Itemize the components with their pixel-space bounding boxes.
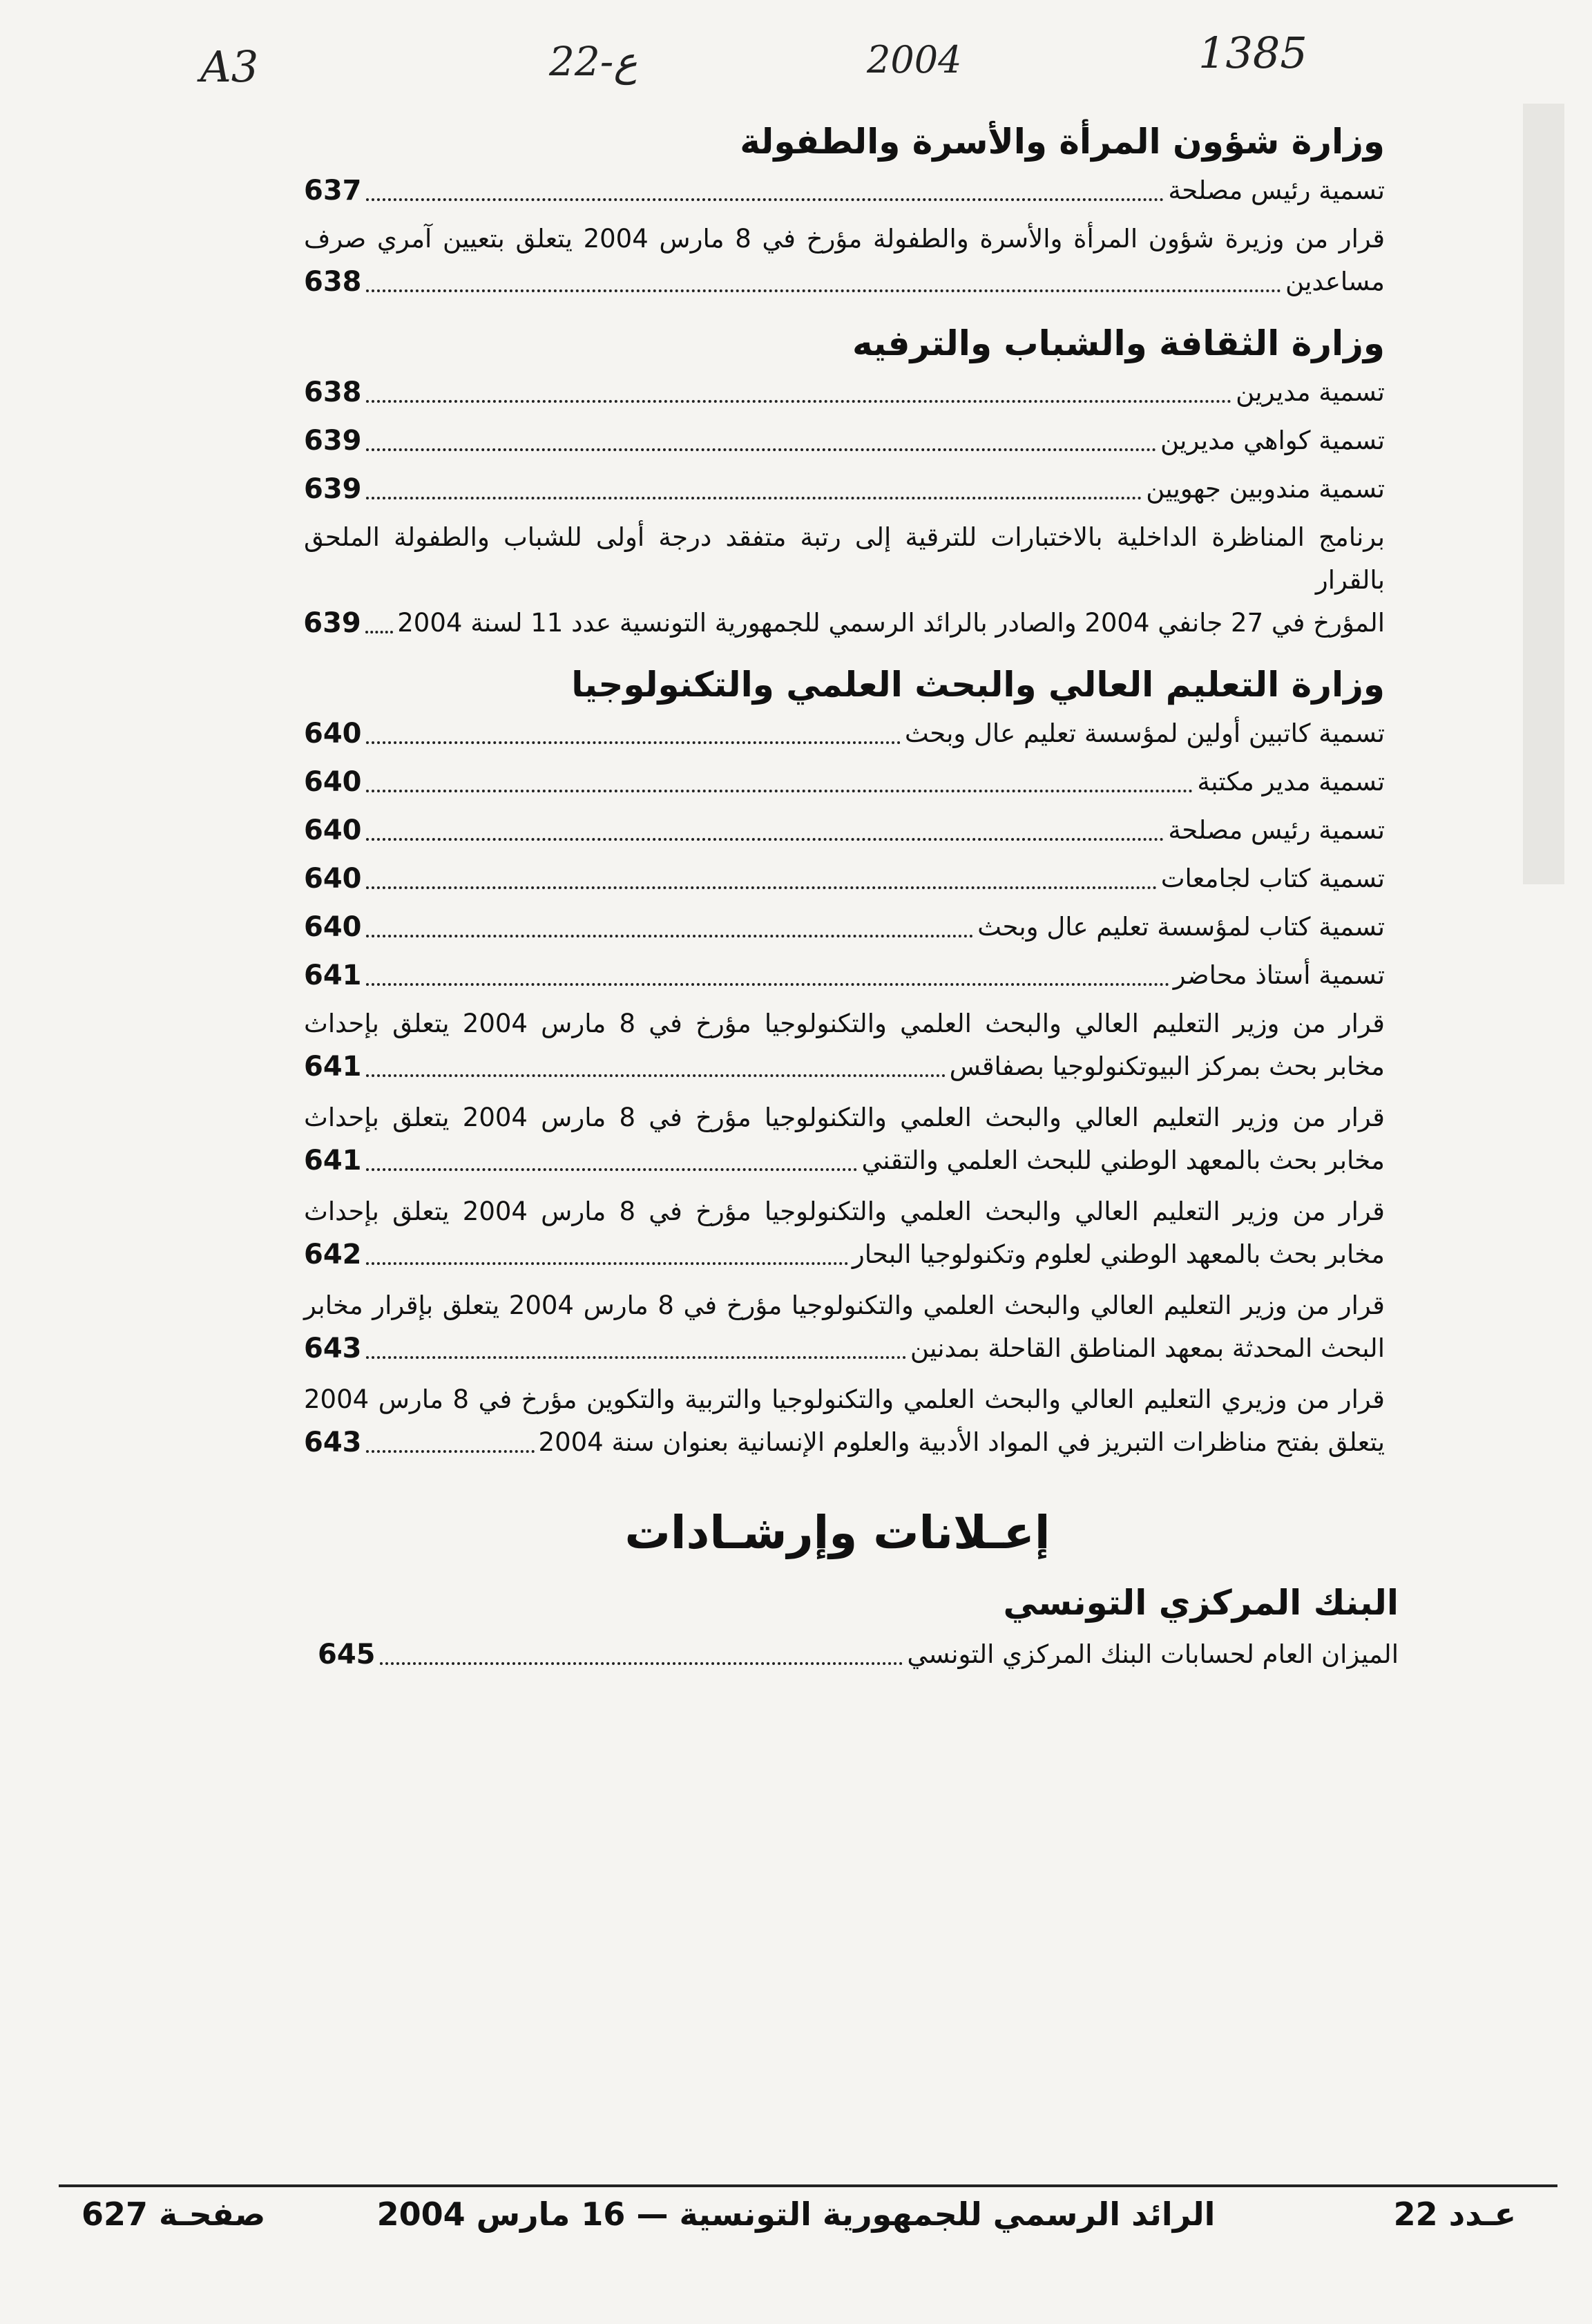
entry-title-continuation: البحث المحدثة بمعهد المناطق القاحلة بمدنين bbox=[910, 1333, 1385, 1363]
dot-leader bbox=[366, 1168, 857, 1171]
dot-leader bbox=[366, 790, 1193, 792]
table-of-contents bbox=[304, 114, 1385, 1472]
entry-page-number: 641 bbox=[304, 1051, 362, 1083]
handwritten-note-year: 2004 bbox=[867, 38, 962, 82]
dot-leader bbox=[366, 741, 901, 744]
dot-leader bbox=[366, 198, 1164, 201]
toc-entry[interactable] bbox=[304, 419, 1385, 462]
ministry-heading: وزارة شؤون المرأة والأسرة والطفولة bbox=[740, 122, 1385, 162]
dot-leader bbox=[366, 1262, 848, 1265]
entry-page-number: 637 bbox=[304, 175, 362, 207]
entry-title: قرار من وزير التعليم العالي والبحث العلمي والتكنولوجيا مؤرخ في 8 مارس 2004 يتعلق بإحداث bbox=[304, 1009, 1385, 1038]
ministry-heading: وزارة التعليم العالي والبحث العلمي والتكنولوجيا bbox=[571, 665, 1385, 705]
entry-title-continuation: مساعدين bbox=[1285, 267, 1385, 296]
toc-entry[interactable] bbox=[304, 1284, 1385, 1370]
toc-entry[interactable] bbox=[304, 218, 1385, 303]
entry-title-continuation: مخابر بحث بالمعهد الوطني لعلوم وتكنولوجيا البحار bbox=[852, 1239, 1385, 1269]
dot-leader bbox=[366, 1356, 906, 1359]
entry-title-continuation: يتعلق بفتح مناظرات التبريز في المواد الأدبية والعلوم الإنسانية بعنوان سنة 2004 bbox=[538, 1427, 1385, 1457]
entry-title: تسمية كاتبين أولين لمؤسسة تعليم عال وبحث bbox=[904, 718, 1385, 748]
toc-entry[interactable] bbox=[304, 1002, 1385, 1088]
entry-page-number: 640 bbox=[304, 911, 362, 943]
entry-title: قرار من وزيري التعليم العالي والبحث العلمي والتكنولوجيا والتربية والتكوين مؤرخ في 8 مارس 2004 bbox=[304, 1384, 1385, 1414]
entry-title: تسمية مديرين bbox=[1236, 377, 1385, 407]
dot-leader bbox=[380, 1662, 903, 1665]
entry-page-number: 642 bbox=[304, 1239, 362, 1270]
entry-page-number: 643 bbox=[304, 1427, 362, 1458]
footer-journal-title: الرائد الرسمي للجمهورية التونسية — 16 مارس 2004 bbox=[376, 2196, 1216, 2233]
entry-title: الميزان العام لحسابات البنك المركزي التونسي bbox=[907, 1639, 1399, 1669]
dot-leader bbox=[366, 983, 1169, 986]
entry-title: برنامج المناظرة الداخلية بالاختبارات للترقية إلى رتبة متفقد درجة أولى للشباب والطفولة الملحق بالقرار bbox=[304, 522, 1385, 595]
ministry-heading: وزارة الثقافة والشباب والترفيه bbox=[852, 323, 1385, 363]
toc-entry[interactable] bbox=[304, 1190, 1385, 1276]
toc-entry[interactable] bbox=[304, 1378, 1385, 1464]
toc-entry[interactable] bbox=[318, 1633, 1399, 1676]
entry-page-number: 638 bbox=[304, 266, 362, 298]
entry-page-number: 641 bbox=[304, 1145, 362, 1177]
footer-rule bbox=[59, 2184, 1557, 2187]
entry-page-number: 643 bbox=[304, 1333, 362, 1364]
dot-leader bbox=[366, 448, 1156, 451]
entry-page-number: 639 bbox=[304, 473, 362, 505]
entry-title: تسمية مندوبين جهويين bbox=[1146, 474, 1385, 504]
bleed-through-margin bbox=[1523, 104, 1564, 884]
toc-entry[interactable] bbox=[304, 906, 1385, 949]
toc-entry[interactable] bbox=[304, 761, 1385, 803]
announcements-heading: إعـلانات وإرشـادات bbox=[624, 1506, 1051, 1559]
toc-entry[interactable] bbox=[304, 169, 1385, 212]
entry-title-continuation: مخابر بحث بمركز البيوتكنولوجيا بصفاقس bbox=[949, 1051, 1385, 1081]
dot-leader bbox=[366, 838, 1164, 841]
toc-entry[interactable] bbox=[304, 809, 1385, 852]
dot-leader bbox=[366, 1450, 535, 1453]
entry-page-number: 638 bbox=[304, 377, 362, 408]
toc-entry[interactable] bbox=[304, 857, 1385, 900]
entry-page-number: 640 bbox=[304, 863, 362, 895]
entry-title: قرار من وزير التعليم العالي والبحث العلمي والتكنولوجيا مؤرخ في 8 مارس 2004 يتعلق بإحداث bbox=[304, 1103, 1385, 1132]
entry-title: تسمية كتاب لمؤسسة تعليم عال وبحث bbox=[977, 912, 1385, 942]
entry-title: قرار من وزير التعليم العالي والبحث العلمي والتكنولوجيا مؤرخ في 8 مارس 2004 يتعلق بإقرار مخابر bbox=[304, 1290, 1385, 1320]
toc-entry[interactable] bbox=[304, 371, 1385, 414]
dot-leader bbox=[365, 631, 393, 634]
entry-title: تسمية رئيس مصلحة bbox=[1168, 175, 1385, 205]
entry-title: تسمية كواهي مديرين bbox=[1160, 426, 1385, 455]
handwritten-note-number: 1385 bbox=[1198, 28, 1307, 78]
entry-page-number: 640 bbox=[304, 766, 362, 798]
entry-page-number: 641 bbox=[304, 960, 362, 991]
dot-leader bbox=[366, 886, 1157, 889]
entry-page-number: 639 bbox=[304, 425, 362, 457]
handwritten-note-issue: 22-ع bbox=[549, 38, 638, 85]
dot-leader bbox=[366, 400, 1231, 403]
toc-entry[interactable] bbox=[304, 468, 1385, 511]
entry-page-number: 640 bbox=[304, 815, 362, 846]
entry-page-number: 645 bbox=[318, 1639, 376, 1670]
central-bank-section bbox=[318, 1575, 1399, 1682]
footer-page-number: صفحـة 627 bbox=[81, 2196, 266, 2233]
entry-title-continuation: مخابر بحث بالمعهد الوطني للبحث العلمي والتقني bbox=[861, 1145, 1385, 1175]
toc-entry[interactable] bbox=[304, 516, 1385, 645]
entry-title: تسمية كتاب لجامعات bbox=[1160, 864, 1385, 893]
entry-title-continuation: المؤرخ في 27 جانفي 2004 والصادر بالرائد الرسمي للجمهورية التونسية عدد 11 لسنة 2004 bbox=[397, 608, 1385, 638]
handwritten-note-a3: A3 bbox=[200, 41, 259, 92]
entry-page-number: 640 bbox=[304, 718, 362, 750]
toc-entry[interactable] bbox=[304, 712, 1385, 755]
toc-entry[interactable] bbox=[304, 954, 1385, 997]
entry-title: تسمية مدير مكتبة bbox=[1197, 767, 1385, 797]
dot-leader bbox=[366, 497, 1142, 499]
footer-issue: عـدد 22 bbox=[1393, 2196, 1516, 2233]
entry-title: قرار من وزير التعليم العالي والبحث العلمي والتكنولوجيا مؤرخ في 8 مارس 2004 يتعلق بإحداث bbox=[304, 1197, 1385, 1226]
entry-title: تسمية رئيس مصلحة bbox=[1168, 815, 1385, 845]
dot-leader bbox=[366, 935, 973, 937]
entry-page-number: 639 bbox=[303, 607, 361, 639]
dot-leader bbox=[366, 289, 1281, 292]
entry-title: قرار من وزيرة شؤون المرأة والأسرة والطفولة مؤرخ في 8 مارس 2004 يتعلق بتعيين آمري صرف bbox=[304, 224, 1385, 254]
toc-entry[interactable] bbox=[304, 1096, 1385, 1182]
entry-title: تسمية أستاذ محاضر bbox=[1173, 960, 1385, 990]
dot-leader bbox=[366, 1074, 946, 1077]
central-bank-heading: البنك المركزي التونسي bbox=[1003, 1583, 1399, 1623]
